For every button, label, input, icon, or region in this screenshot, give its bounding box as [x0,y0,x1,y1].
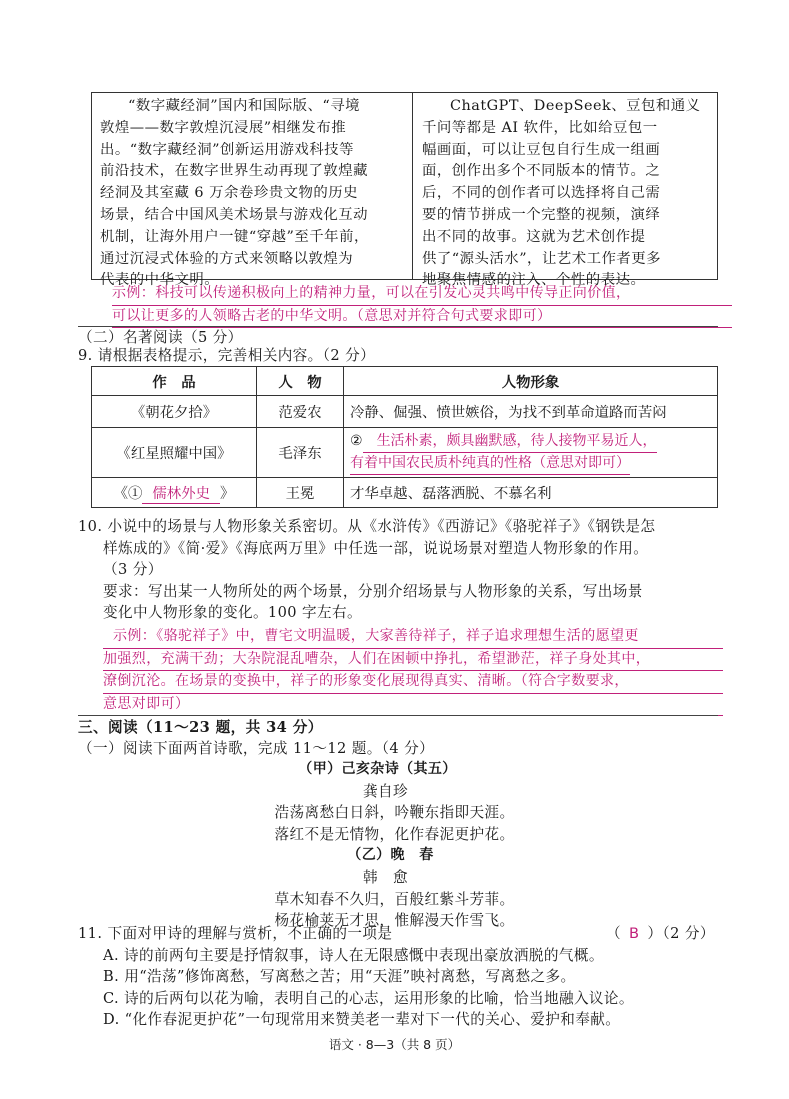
material-left-line: 机制，让海外用户一键“穿越”至千年前， [100,228,369,245]
material-left-line: 经洞及其室藏 6 万余卷珍贵文物的历史 [100,185,359,202]
cell-person: 毛泽东 [257,428,344,478]
cell-person: 范爱农 [257,396,344,428]
poem-line: 落红不是无情物，化作春泥更护花。 [274,825,515,843]
page-footer: 语文 · 8—3（共 8 页） [328,1037,461,1052]
question-10-stem: （3 分） [103,561,163,579]
material-right-line: 供了“源头活水”，让艺术工作者更多 [422,250,662,267]
work-prefix: 《① [113,485,143,502]
table-row [92,428,718,478]
material-left-line: “数字藏经洞”国内和国际版、“寻境 [128,98,361,114]
question-11-answer-slot [606,923,715,945]
section-3-title: 三、阅读（11～23 题，共 34 分） [78,719,323,736]
answer-10-line: 加强烈，充满干劲；大杂院混乱嘈杂，人们在困顿中挣扎，希望渺茫，祥子身处其中， [103,649,723,672]
poem-2-author: 韩 愈 [363,868,408,886]
option-a: A. 诗的前两句主要是抒情叙事，诗人在无限感慨中表现出豪放洒脱的气概。 [103,946,604,964]
material-right-line: ChatGPT、DeepSeek、豆包和通义 [450,98,701,114]
poem-line: 草木知春不久归，百般红紫斗芳菲。 [274,890,515,908]
table-row [92,396,718,428]
answer-9-2-cont: 有着中国农民质朴纯真的性格（意思对即可） [350,453,630,475]
material-right [422,96,712,292]
divider-line [78,715,718,716]
question-10 [78,516,728,624]
table-header-person: 人 物 [257,367,344,396]
poem-2-title: （乙）晚 春 [347,847,434,864]
cell-person: 王冕 [257,478,344,508]
material-right-line: 千问等都是 AI 软件，比如给豆包一 [422,119,658,136]
cell-image: 冷静、倔强、愤世嫉俗，为找不到革命道路而苦闷 [344,396,718,428]
material-table [91,92,718,289]
answer-9-1: 儒林外史 [142,482,220,504]
material-right-line: 后，不同的创作者可以选择将自己需 [422,185,661,202]
answer-10-line: 意思对即可） [103,694,723,717]
table-header-work: 作 品 [92,367,257,396]
cell-work: 《朝花夕拾》 [92,396,257,428]
answer-10 [103,626,723,716]
poem-line: 浩荡离愁白日斜，吟鞭东指即天涯。 [274,804,515,822]
table-row [92,478,718,508]
question-11-stem: 11. 下面对甲诗的理解与赏析，不正确的一项是 [78,925,393,942]
blank-number: ② [350,432,363,449]
answer-11: B [629,925,640,942]
cell-image: 才华卓越、磊落洒脱、不慕名利 [344,478,718,508]
poems [0,759,789,932]
question-10-requirement: 要求：写出某一人物所处的两个场景，分别介绍场景与人物形象的关系，写出场景 [103,582,643,600]
option-b: B. 用“浩荡”修饰离愁，写离愁之苦；用“天涯”映衬离愁，写离愁之多。 [103,968,576,986]
part-1-title: （一）阅读下面两首诗歌，完成 11～12 题。（4 分） [78,740,435,757]
poem-1-title: （甲）己亥杂诗（其五） [298,761,457,777]
material-left-line: 前沿技术，在数字世界生动再现了敦煌藏 [100,163,369,180]
character-table [91,366,718,508]
section-2-title: （二）名著阅读（5 分） [78,329,243,346]
answer-10-line: 潦倒沉沦。在场景的变换中，祥子的形象变化展现得真实、清晰。（符合字数要求， [103,671,723,694]
material-left-line: 出。“数字藏经洞”创新运用游戏科技等 [100,141,354,158]
table-divider [412,93,413,279]
question-10-stem: 样炼成的》《简·爱》《海底两万里》中任选一部，说说场景对塑造人物形象的作用。 [103,539,649,557]
answer-8 [112,283,732,328]
answer-8-line: 示例：科技可以传递积极向上的精神力量，可以在引发心灵共鸣中传导正向价值， [112,283,732,306]
answer-10-line: 示例：《骆驼祥子》中，曹宅文明温暖，大家善待祥子，祥子追求理想生活的愿望更 [103,626,723,649]
question-9-stem: 9. 请根据表格提示，完善相关内容。（2 分） [78,347,376,364]
question-11-stem-row [78,923,728,945]
answer-paren-open: （ [606,925,621,942]
cell-work-answer [92,478,257,508]
material-right-line: 地聚焦情感的注入、个性的表达。 [422,272,646,289]
material-left-line: 通过沉浸式体验的方式来领略以敦煌为 [100,250,354,267]
question-11 [78,923,728,1031]
material-left-line: 场景，结合中国风美术场景与游戏化互动 [100,206,369,223]
table-header-image: 人物形象 [344,367,718,396]
answer-9-2: 生活朴素，颇具幽默感，待人接物平易近人， [363,431,657,453]
material-right-line: 幅画面，可以让豆包自行生成一组画 [422,141,661,158]
material-right-line: 面，创作出多个不同版本的情节。之 [422,163,661,180]
material-right-line: 出不同的故事。这就为艺术创作提 [422,228,646,245]
cell-work: 《红星照耀中国》 [92,428,257,478]
cell-image-answer [344,428,718,478]
option-d: D. “化作春泥更护花”一句现常用来赞美老一辈对下一代的关心、爱护和奉献。 [103,1011,621,1029]
work-suffix: 》 [219,485,235,502]
option-c: C. 诗的后两句以花为喻，表明自己的心志，运用形象的比喻，恰当地融入议论。 [103,989,634,1007]
question-10-requirement: 变化中人物形象的变化。100 字左右。 [103,604,363,622]
poem-line: 杨花榆荚无才思，惟解漫天作雪飞。 [274,912,515,930]
question-10-stem: 10. 小说中的场景与人物形象关系密切。从《水浒传》《西游记》《骆驼祥子》《钢铁是怎 [78,518,656,535]
material-left-line: 代表的中华文明。 [100,272,220,289]
material-left [100,96,406,292]
answer-8-line: 可以让更多的人领略古老的中华文明。（意思对并符合句式要求即可） [112,306,732,329]
answer-paren-close: ）（2 分） [647,925,715,942]
poem-1-author: 龚自珍 [363,782,408,800]
material-left-line: 敦煌——数字敦煌沉浸展”相继发布推 [100,119,347,136]
material-right-line: 要的情节拼成一个完整的视频，演绎 [422,206,661,223]
